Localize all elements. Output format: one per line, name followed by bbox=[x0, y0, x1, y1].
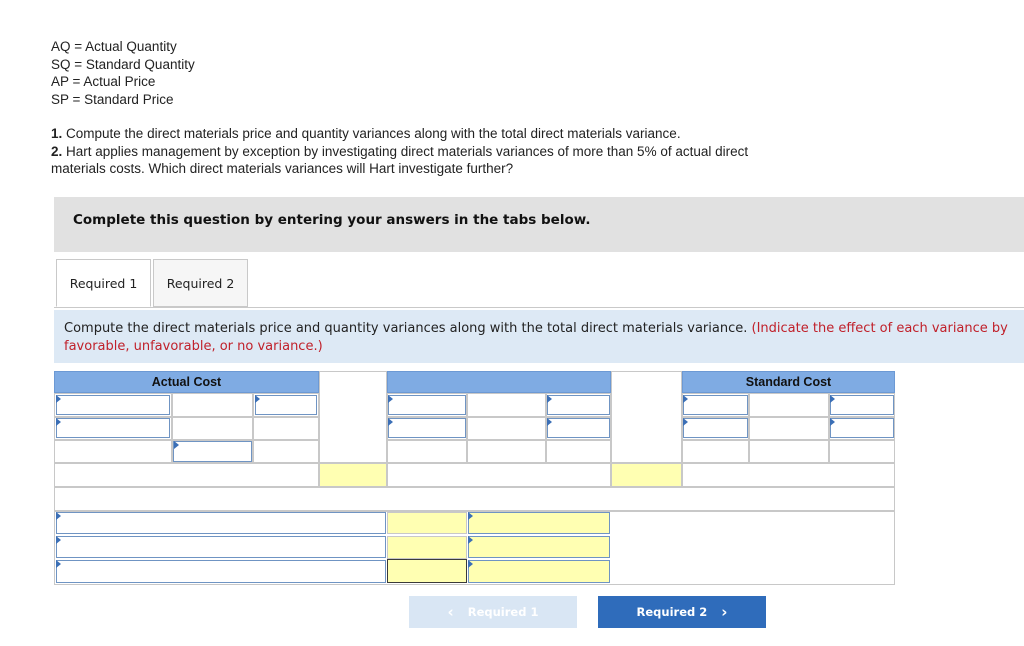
banner-text: Complete this question by entering your answers in the tabs below. bbox=[73, 212, 591, 228]
previous-required-label: Required 1 bbox=[467, 605, 539, 619]
tab-required-1-label: Required 1 bbox=[69, 275, 138, 291]
separator-cell-right bbox=[611, 371, 682, 463]
summary-effect-select-1[interactable] bbox=[468, 512, 610, 534]
price-variance-amount-input[interactable] bbox=[319, 463, 387, 487]
table-cell bbox=[54, 463, 319, 487]
summary-effect-select-3[interactable] bbox=[468, 560, 610, 583]
summary-amount-input-1[interactable] bbox=[387, 512, 467, 534]
question-1-text: Compute the direct materials price and quantity variances along with the total direct materials variance. bbox=[62, 126, 681, 141]
middle-row2-price-input[interactable] bbox=[547, 418, 610, 438]
middle-header bbox=[387, 371, 611, 393]
definition-ap: AP = Actual Price bbox=[51, 74, 156, 89]
standard-cost-header bbox=[682, 371, 895, 393]
table-cell bbox=[467, 393, 546, 417]
table-cell bbox=[172, 393, 253, 417]
actual-cost-total-input[interactable] bbox=[173, 441, 252, 462]
middle-price-input[interactable] bbox=[547, 395, 610, 415]
tab-required-2[interactable] bbox=[153, 259, 248, 307]
question-1-number: 1. bbox=[51, 126, 63, 141]
question-1 bbox=[51, 125, 771, 143]
table-cell bbox=[387, 463, 611, 487]
instruction-box bbox=[54, 310, 1024, 363]
table-cell bbox=[682, 463, 895, 487]
instruction-text: Compute the direct materials price and quantity variances along with the total direct materials variance. bbox=[64, 321, 748, 336]
table-cell bbox=[682, 440, 749, 463]
question-text bbox=[51, 125, 771, 178]
definition-sp: SP = Standard Price bbox=[51, 91, 174, 107]
tab-divider bbox=[54, 307, 1024, 308]
separator-cell-left bbox=[319, 371, 387, 463]
standard-price-input[interactable] bbox=[830, 395, 894, 415]
instruction-banner bbox=[54, 197, 1024, 252]
tab-required-2-label: Required 2 bbox=[166, 275, 235, 291]
table-cell bbox=[546, 440, 611, 463]
standard-row2-quantity-input[interactable] bbox=[683, 418, 748, 438]
table-cell bbox=[387, 440, 467, 463]
definition-aq: AQ = Actual Quantity bbox=[51, 39, 177, 54]
table-cell bbox=[467, 417, 546, 440]
table-cell bbox=[749, 393, 829, 417]
middle-quantity-input[interactable] bbox=[388, 395, 466, 415]
middle-row2-quantity-input[interactable] bbox=[388, 418, 466, 438]
table-cell bbox=[172, 417, 253, 440]
next-required-label: Required 2 bbox=[636, 605, 708, 619]
tab-required-1[interactable] bbox=[56, 259, 151, 307]
actual-quantity-input[interactable] bbox=[56, 395, 170, 415]
summary-label-input-1[interactable] bbox=[56, 512, 386, 534]
standard-cost-header-label: Standard Cost bbox=[745, 375, 832, 389]
previous-required-button[interactable] bbox=[409, 596, 577, 628]
next-required-button[interactable] bbox=[598, 596, 766, 628]
actual-cost-header bbox=[54, 371, 319, 393]
instruction-note: (Indicate the effect of each variance by bbox=[747, 321, 1008, 336]
table-cell bbox=[253, 440, 319, 463]
table-cell bbox=[829, 440, 895, 463]
summary-label-input-2[interactable] bbox=[56, 536, 386, 558]
standard-quantity-input[interactable] bbox=[683, 395, 748, 415]
table-cell bbox=[749, 440, 829, 463]
chevron-left-icon: ‹ bbox=[447, 603, 454, 621]
table-spacer-row bbox=[54, 487, 895, 511]
quantity-variance-amount-input[interactable] bbox=[611, 463, 682, 487]
chevron-right-icon: › bbox=[721, 603, 728, 621]
actual-row2-label-input[interactable] bbox=[56, 418, 170, 438]
summary-amount-input-2[interactable] bbox=[387, 536, 467, 559]
question-2 bbox=[51, 143, 771, 178]
instruction-note-continued: favorable, unfavorable, or no variance.) bbox=[64, 339, 323, 354]
definitions-list bbox=[51, 38, 195, 108]
table-cell bbox=[253, 417, 319, 440]
question-2-number: 2. bbox=[51, 143, 63, 159]
standard-row2-price-input[interactable] bbox=[830, 418, 894, 438]
summary-effect-select-2[interactable] bbox=[468, 536, 610, 558]
definition-sq: SQ = Standard Quantity bbox=[51, 56, 195, 72]
total-variance-amount-input[interactable] bbox=[387, 559, 467, 583]
table-cell bbox=[54, 440, 172, 463]
question-2-text: Hart applies management by exception by investigating direct materials variances of more than 5% of actual direct materials costs. Which direct materials variances will Hart investigate further? bbox=[51, 143, 749, 176]
summary-label-input-3[interactable] bbox=[56, 560, 386, 583]
actual-price-input[interactable] bbox=[255, 395, 317, 415]
table-cell bbox=[749, 417, 829, 440]
actual-cost-header-label: Actual Cost bbox=[151, 375, 222, 389]
table-cell bbox=[467, 440, 546, 463]
